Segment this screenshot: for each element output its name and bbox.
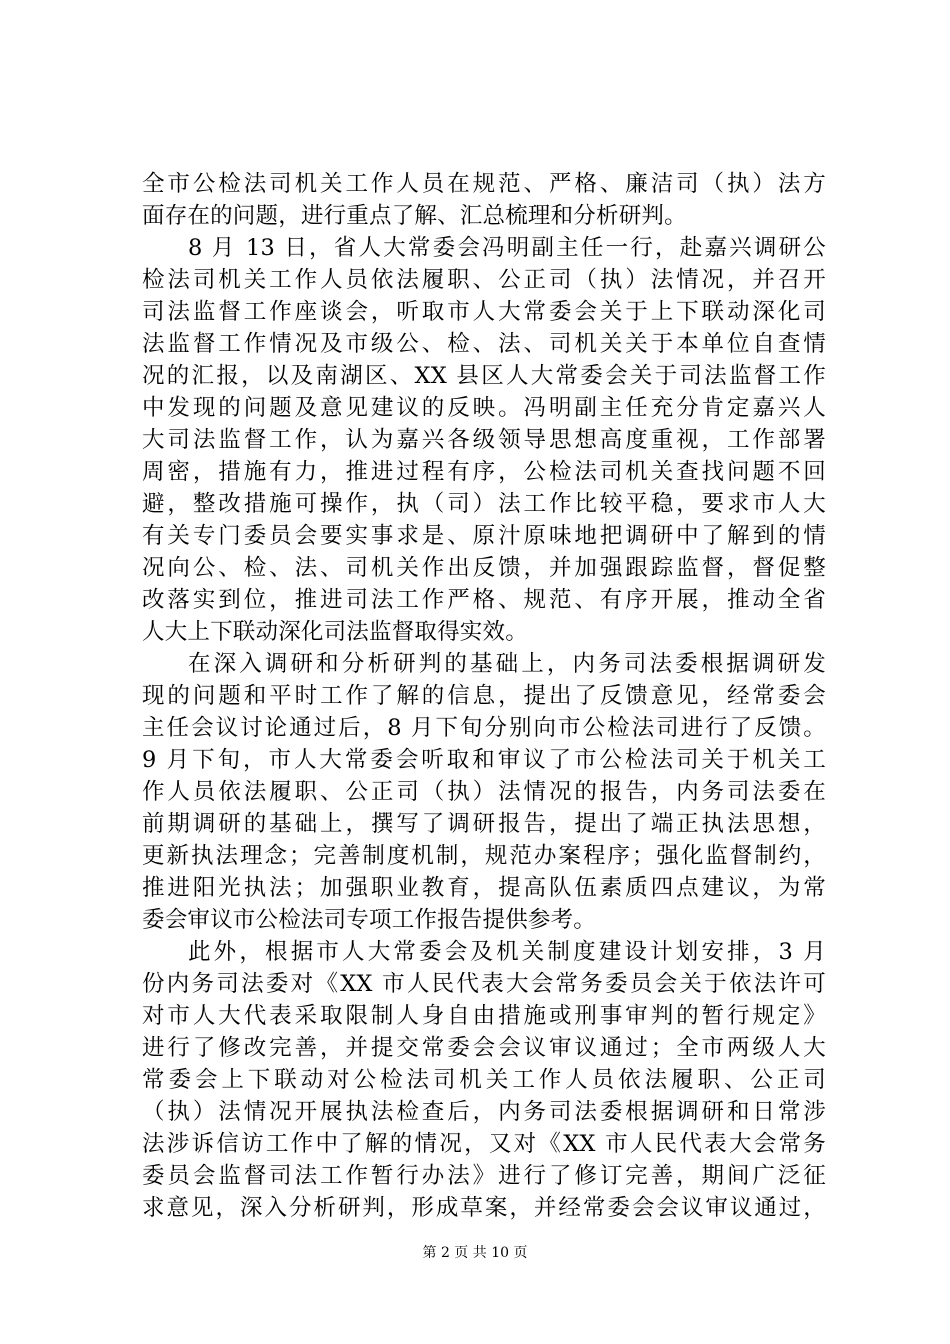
text-line: 委员会监督司法工作暂行办法》进行了修订完善，期间广泛征 bbox=[142, 1163, 826, 1189]
text-line: 避，整改措施可操作，执（司）法工作比较平稳，要求市人大 bbox=[142, 491, 826, 517]
text-line: 8 月 13 日，省人大常委会冯明副主任一行，赴嘉兴调研公 bbox=[188, 235, 826, 261]
text-line: 大司法监督工作，认为嘉兴各级领导思想高度重视，工作部署 bbox=[142, 427, 826, 453]
text-line: 中发现的问题及意见建议的反映。冯明副主任充分肯定嘉兴人 bbox=[142, 395, 826, 421]
text-line: 进行了修改完善，并提交常委会会议审议通过；全市两级人大 bbox=[142, 1035, 826, 1061]
text-line: 法监督工作情况及市级公、检、法、司机关关于本单位自查情 bbox=[142, 331, 826, 357]
text-line: 周密，措施有力，推进过程有序，公检法司机关查找问题不回 bbox=[142, 459, 826, 485]
text-line: 委会审议市公检法司专项工作报告提供参考。 bbox=[142, 907, 597, 933]
text-line: 在深入调研和分析研判的基础上，内务司法委根据调研发 bbox=[188, 651, 826, 677]
text-line: 求意见，深入分析研判，形成草案，并经常委会会议审议通过， bbox=[142, 1195, 826, 1221]
page-footer: 第 2 页 共 10 页 bbox=[422, 1245, 528, 1261]
text-line: 全市公检法司机关工作人员在规范、严格、廉洁司（执）法方 bbox=[142, 171, 826, 197]
text-line: 有关专门委员会要实事求是、原汁原味地把调研中了解到的情 bbox=[142, 523, 826, 549]
text-line: 9 月下旬，市人大常委会听取和审议了市公检法司关于机关工 bbox=[142, 747, 826, 773]
text-line: 此外，根据市人大常委会及机关制度建设计划安排，3 月 bbox=[188, 939, 826, 965]
text-line: 前期调研的基础上，撰写了调研报告，提出了端正执法思想， bbox=[142, 811, 826, 837]
text-line: 人大上下联动深化司法监督取得实效。 bbox=[142, 619, 528, 645]
text-line: 况向公、检、法、司机关作出反馈，并加强跟踪监督，督促整 bbox=[142, 555, 826, 581]
text-line: 常委会上下联动对公检法司机关工作人员依法履职、公正司 bbox=[142, 1067, 826, 1093]
text-line: 检法司机关工作人员依法履职、公正司（执）法情况，并召开 bbox=[142, 267, 826, 293]
text-line: 改落实到位，推进司法工作严格、规范、有序开展，推动全省 bbox=[142, 587, 826, 613]
text-line: （执）法情况开展执法检查后，内务司法委根据调研和日常涉 bbox=[142, 1099, 826, 1125]
text-line: 司法监督工作座谈会，听取市人大常委会关于上下联动深化司 bbox=[142, 299, 826, 325]
text-line: 法涉诉信访工作中了解的情况，又对《XX 市人民代表大会常务 bbox=[142, 1131, 826, 1157]
text-line: 现的问题和平时工作了解的信息，提出了反馈意见，经常委会 bbox=[142, 683, 826, 709]
text-line: 更新执法理念；完善制度机制，规范办案程序；强化监督制约， bbox=[142, 843, 826, 869]
text-line: 况的汇报，以及南湖区、XX 县区人大常委会关于司法监督工作 bbox=[142, 363, 826, 389]
text-line: 面存在的问题，进行重点了解、汇总梳理和分析研判。 bbox=[142, 203, 687, 229]
text-line: 份内务司法委对《XX 市人民代表大会常务委员会关于依法许可 bbox=[142, 971, 826, 997]
text-line: 对市人大代表采取限制人身自由措施或刑事审判的暂行规定》 bbox=[142, 1003, 826, 1029]
text-line: 推进阳光执法；加强职业教育，提高队伍素质四点建议，为常 bbox=[142, 875, 826, 901]
document-body bbox=[142, 168, 826, 1224]
text-line: 作人员依法履职、公正司（执）法情况的报告，内务司法委在 bbox=[142, 779, 826, 805]
text-line: 主任会议讨论通过后，8 月下旬分别向市公检法司进行了反馈。 bbox=[142, 715, 826, 741]
